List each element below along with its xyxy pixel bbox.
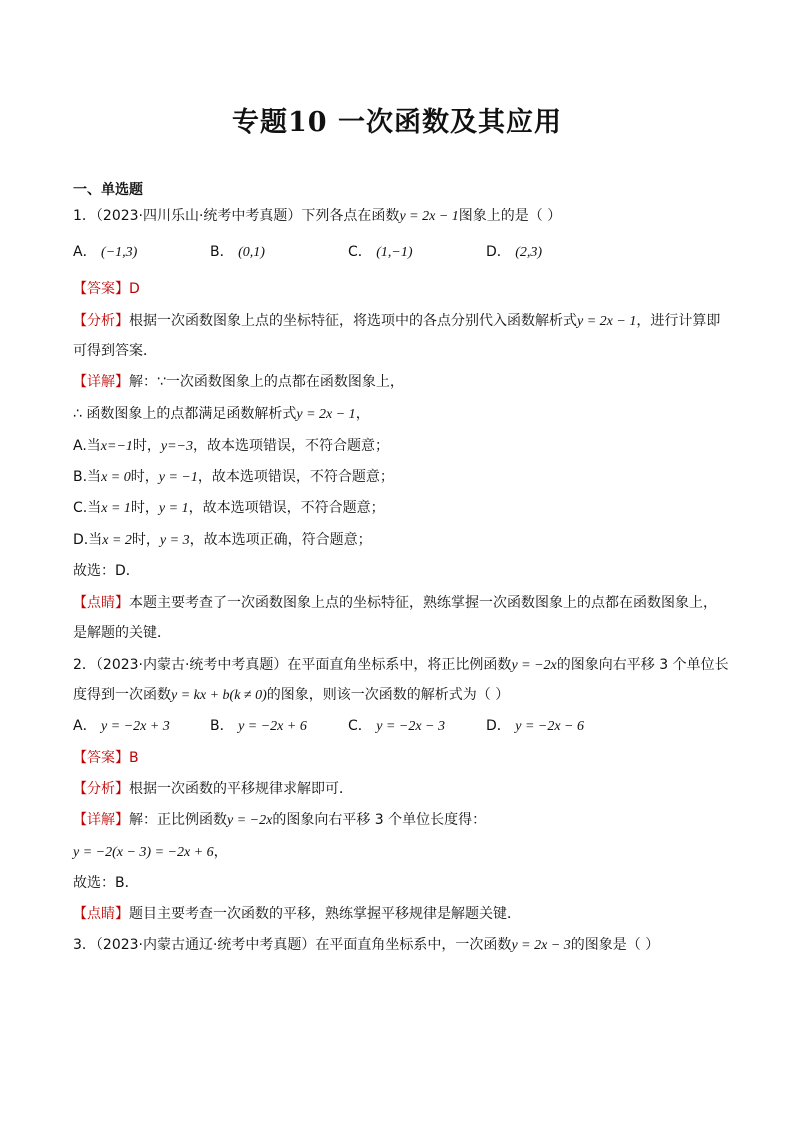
question-2-stem-line-1: 2．（2023·内蒙古·统考中考真题）在平面直角坐标系中，将正比例函数y = −2x的图象向右平移 3 个单位长 xyxy=(73,657,729,673)
q2-calculation: y = −2(x − 3) = −2x + 6， xyxy=(73,844,228,860)
q2-choose: 故选：B． xyxy=(73,875,139,891)
question-3-stem: 3．（2023·内蒙古通辽·统考中考真题）在平面直角坐标系中，一次函数y = 2x − 3的图象是（ ） xyxy=(73,937,660,953)
q2-analysis: 【分析】根据一次函数的平移规律求解即可． xyxy=(73,781,353,797)
q1-detail-line-1: 【详解】解：∵一次函数图象上的点都在函数图象上， xyxy=(73,374,404,390)
section-heading: 一、单选题 xyxy=(73,182,143,198)
q2-option-b: B． y = −2x + 6 xyxy=(210,718,307,734)
q1-comment-line-1: 【点睛】本题主要考查了一次函数图象上点的坐标特征，熟练掌握一次函数图象上的点都在函数图象上， xyxy=(73,595,717,611)
formula: y = 2x − 1 xyxy=(399,209,459,224)
q1-option-a: A． (−1,3) xyxy=(73,244,138,260)
q2-comment: 【点睛】题目主要考查一次函数的平移，熟练掌握平移规律是解题关键． xyxy=(73,906,521,922)
q2-option-d: D． y = −2x − 6 xyxy=(486,718,585,734)
q1-detail-case-a: A.当x=−1时，y=−3，故本选项错误，不符合题意； xyxy=(73,438,389,454)
page-title: 专题10 一次函数及其应用 xyxy=(232,107,562,138)
q2-option-a: A． y = −2x + 3 xyxy=(73,718,170,734)
question-1-stem: 1．（2023·四川乐山·统考中考真题）下列各点在函数y = 2x − 1图象上的是（ ） xyxy=(73,208,562,224)
q2-detail: 【详解】解：正比例函数y = −2x的图象向右平移 3 个单位长度得： xyxy=(73,812,487,828)
q1-detail-case-c: C.当x = 1时，y = 1，故本选项错误，不符合题意； xyxy=(73,500,385,516)
q2-option-c: C． y = −2x − 3 xyxy=(348,718,446,734)
q1-detail-case-b: B.当x = 0时，y = −1，故本选项错误，不符合题意； xyxy=(73,469,394,485)
q1-comment-line-2: 是解题的关键． xyxy=(73,625,171,641)
q1-answer: 【答案】D xyxy=(73,281,140,297)
q1-choose: 故选：D． xyxy=(73,563,140,579)
question-2-stem-line-2: 度得到一次函数y = kx + b(k ≠ 0)的图象，则该一次函数的解析式为（ ） xyxy=(73,687,510,703)
q1-option-b: B． (0,1) xyxy=(210,244,265,260)
q1-detail-line-2: ∴ 函数图象上的点都满足函数解析式y = 2x − 1， xyxy=(73,406,370,422)
q1-detail-case-d: D.当x = 2时，y = 3，故本选项正确，符合题意； xyxy=(73,532,372,548)
q1-analysis-line-1: 【分析】根据一次函数图象上点的坐标特征，将选项中的各点分别代入函数解析式y = 2x − 1，进行计算即 xyxy=(73,313,721,329)
q1-analysis-line-2: 可得到答案． xyxy=(73,343,157,359)
q1-option-c: C． (1,−1) xyxy=(348,244,413,260)
q2-answer: 【答案】B xyxy=(73,750,139,766)
q1-option-d: D． (2,3) xyxy=(486,244,543,260)
